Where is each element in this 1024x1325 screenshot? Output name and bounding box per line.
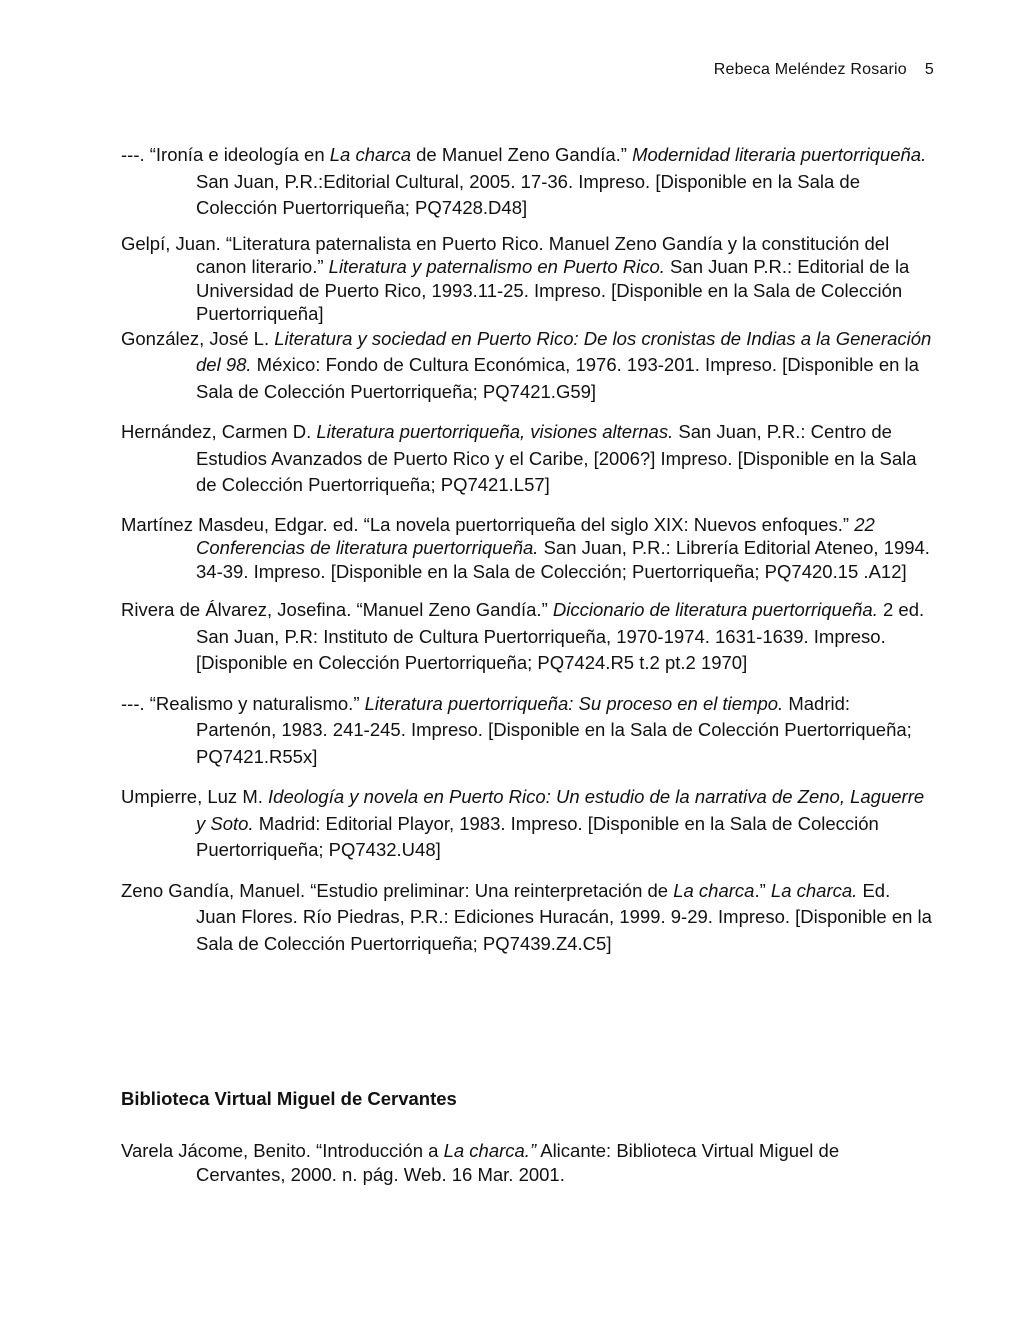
citation-entry: González, José L. Literatura y sociedad en Puerto Rico: De los cronistas de Indias a la Generación del 98. México: Fondo de Cultura Económica, 1976. 193-201. Impreso. [Disponible en la Sala de Colección Puertorriqueña; PQ7421.G59] (121, 327, 932, 402)
works-cited-list (121, 142, 933, 957)
bvmc-list (121, 1139, 933, 1186)
citation-entry: Umpierre, Luz M. Ideología y novela en Puerto Rico: Un estudio de la narrativa de Zeno, Laguerre y Soto. Madrid: Editorial Playor, 1983. Impreso. [Disponible en la Sala de Colección Puertorriqueña; PQ7432.U48] (121, 786, 925, 860)
citation-entry: Martínez Masdeu, Edgar. ed. “La novela puertorriqueña del siglo XIX: Nuevos enfoques.” 22 Conferencias de literatura puertorriqueña. San Juan, P.R.: Librería Editorial Ateneo, 1994. 34-39. Impreso. [Disponible en la Sala de Colección; Puertorriqueña; PQ7420.15 .A12] (121, 513, 930, 582)
page-number: 5 (924, 61, 934, 78)
citation-entry: Hernández, Carmen D. Literatura puertorriqueña, visiones alternas. San Juan, P.R.: Centro de Estudios Avanzados de Puerto Rico y el Caribe, [2006?] Impreso. [Disponible en la Sala de Colección Puertorriqueña; PQ7421.L57] (121, 421, 917, 495)
header-author: Rebeca Meléndez Rosario (713, 61, 907, 78)
section-heading: Biblioteca Virtual Miguel de Cervantes (121, 1088, 457, 1109)
citation-entry: ---. “Ironía e ideología en La charca de Manuel Zeno Gandía.” Modernidad literaria puertorriqueña. San Juan, P.R.:Editorial Cultural, 2005. 17-36. Impreso. [Disponible en la Sala de Colección Puertorriqueña; PQ7428.D48] (121, 144, 927, 218)
running-header (714, 61, 934, 79)
citation-entry: ---. “Realismo y naturalismo.” Literatura puertorriqueña: Su proceso en el tiempo. Madrid: Partenón, 1983. 241-245. Impreso. [Disponible en la Sala de Colección Puertorriqueña; PQ7421.R55x] (121, 692, 912, 767)
citation-entry: Rivera de Álvarez, Josefina. “Manuel Zeno Gandía.” Diccionario de literatura puertorriqueña. 2 ed. San Juan, P.R: Instituto de Cultura Puertorriqueña, 1970-1974. 1631-1639. Impreso. [Disponible en Colección Puertorriqueña; PQ7424.R5 t.2 pt.2 1970] (121, 599, 925, 673)
citation-entry: Gelpí, Juan. “Literatura paternalista en Puerto Rico. Manuel Zeno Gandía y la constitución del canon literario.” Literatura y paternalismo en Puerto Rico. San Juan P.R.: Editorial de la Universidad de Puerto Rico, 1993.11-25. Impreso. [Disponible en la Sala de Colección Puertorriqueña] (121, 232, 910, 324)
citation-entry: Varela Jácome, Benito. “Introducción a La charca.” Alicante: Biblioteca Virtual Miguel de Cervantes, 2000. n. pág. Web. 16 Mar. 2001. (121, 1140, 840, 1185)
citation-entry: Zeno Gandía, Manuel. “Estudio preliminar: Una reinterpretación de La charca.” La charca. Ed. Juan Flores. Río Piedras, P.R.: Ediciones Huracán, 1999. 9-29. Impreso. [Disponible en la Sala de Colección Puertorriqueña; PQ7439.Z4.C5] (121, 879, 932, 954)
